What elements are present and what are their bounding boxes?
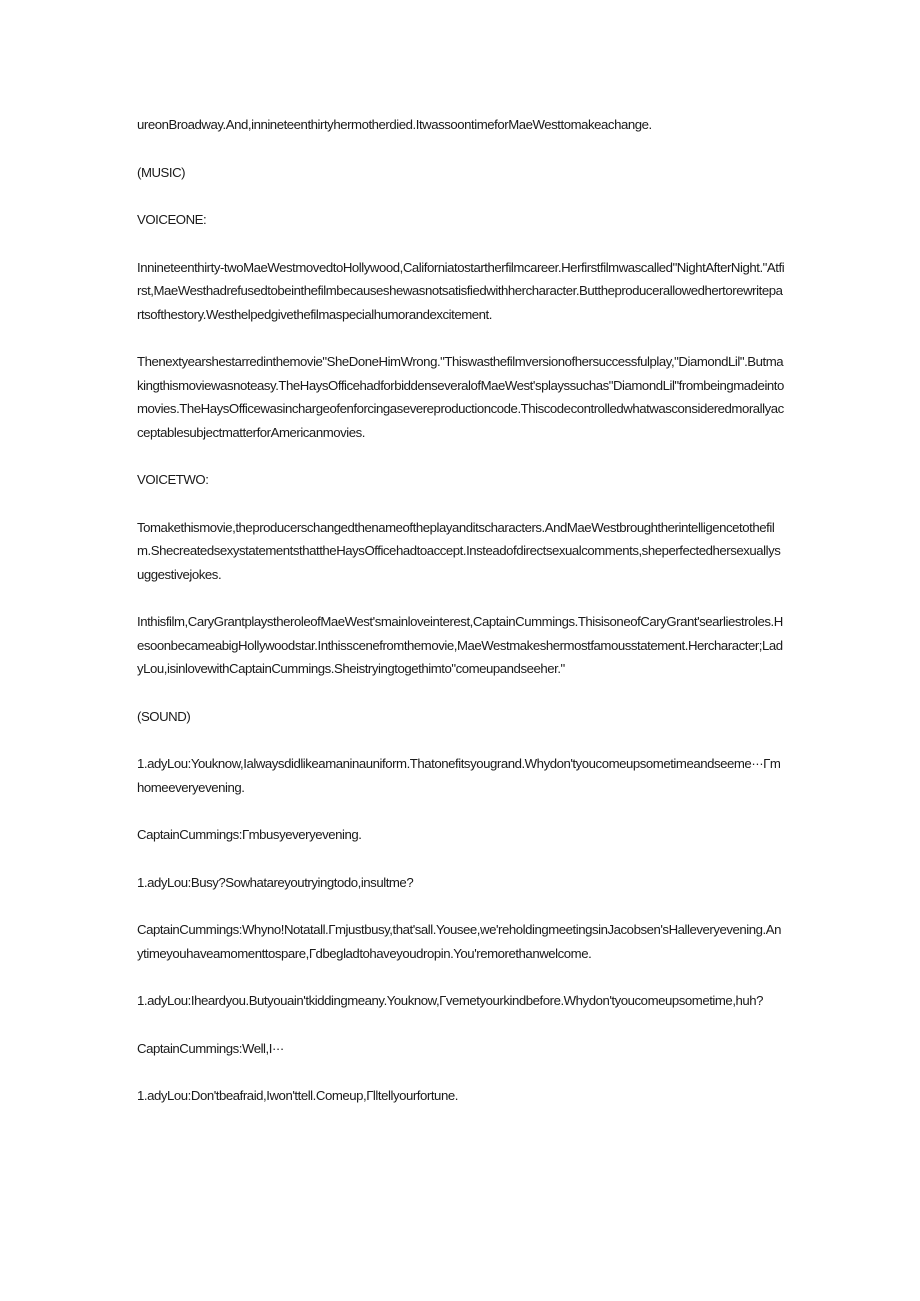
dialogue-line: 1.adyLou:Busy?Sowhatareyoutryingtodo,insultme? (137, 874, 414, 890)
paragraph-she-done-him-wrong: Thenextyearshestarredinthemovie"SheDoneHimWrong."Thiswasthefilmversionofhersuccessfulplay,"DiamondLil".Butmakingthismoviewasnoteasy.TheHaysOfficehadforbiddenseveralofMaeWest'splayssuchas"DiamondLil"frombeingmadeintomovies.TheHaysOfficewasinchargeofenforcingasevereproductioncode.ThiscodecontrolledwhatwasconsideredmorallyacceptablesubjectmatterforAmericanmovies. (137, 354, 784, 440)
speaker-label-voice-one: VOICEONE: (137, 212, 207, 227)
dialogue-line: 1.adyLou:Don'tbeafraid,Iwon'ttell.Comeup,Гlltellyourfortune. (137, 1088, 458, 1103)
speaker-label-voice-two: VOICETWO: (137, 472, 209, 487)
dialogue-line: CaptainCummings:Гmbusyeveryevening. (137, 827, 362, 842)
dialogue-line: 1.adyLou:Youknow,Ialwaysdidlikeamaninauniform.Thatonefitsyougrand.Whydon'tyoucomeupsometimeandseeme···Гmhomeeveryevening. (137, 756, 781, 795)
paragraph-continuation: ureonBroadway.And,innineteenthirtyhermotherdied.ItwassoontimeforMaeWesttomakeachange. (137, 117, 652, 132)
paragraph-producers-changes: Tomakethismovie,theproducerschangedthenameoftheplayanditscharacters.AndMaeWestbroughtherintelligencetothefilm.ShecreatedsexystatementsthattheHaysOfficehadtoaccept.Insteadofdirectsexualcomments,sheperfectedhersexuallysuggestivejokes. (137, 519, 781, 582)
sound-cue: (SOUND) (137, 708, 191, 724)
dialogue-line: 1.adyLou:Iheardyou.Butyouain'tkiddingmeany.Youknow,Гvemetyourkindbefore.Whydon'tyoucomeupsometime,huh? (137, 993, 764, 1008)
document-body (137, 113, 785, 1132)
dialogue-line: CaptainCummings:Well,I··· (137, 1040, 284, 1056)
paragraph-hollywood-move: Innineteenthirty-twoMaeWestmovedtoHollywood,Californiatostartherfilmcareer.Herfirstfilmwascalled"NightAfterNight."Atfirst,MaeWesthadrefusedtobeinthefilmbecauseshewasnotsatisfiedwithhercharacter.Buttheproducerallowedhertorewritepartsofthestory.Westhelpedgivethefilmaspecialhumorandexcitement. (137, 259, 785, 322)
paragraph-cary-grant: Inthisfilm,CaryGrantplaystheroleofMaeWest'smainloveinterest,CaptainCummings.ThisisoneofCaryGrant'searliestroles.HesoonbecameabigHollywoodstar.Inthisscenefromthemovie,MaeWestmakeshermostfamousstatement.Hercharacter;LadyLou,isinlovewithCaptainCummings.Sheistryingtogethimto"comeupandseeher." (137, 614, 783, 676)
dialogue-line: CaptainCummings:Whyno!Notatall.Гmjustbusy,that'sall.Yousee,we'reholdingmeetingsinJacobsen'sHalleveryevening.Anytimeyouhaveamomenttospare,Гdbegladtohaveyoudropin.You'remorethanwelcome. (137, 922, 781, 961)
music-cue: (MUSIC) (137, 164, 186, 180)
